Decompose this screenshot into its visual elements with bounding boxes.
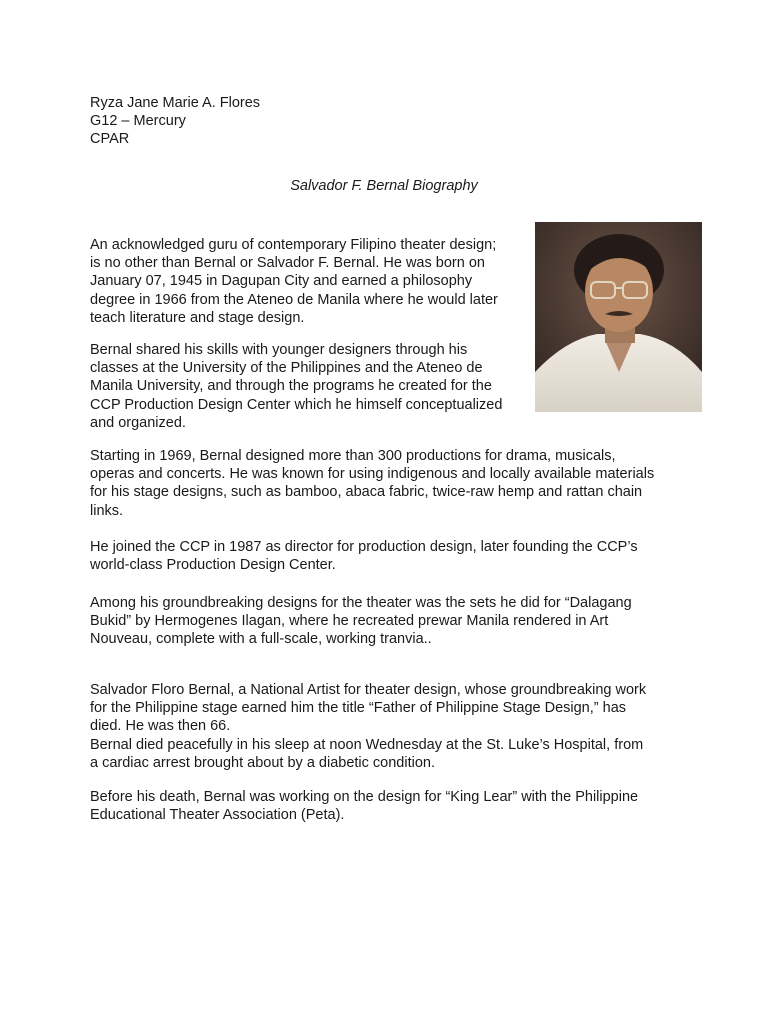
text-line: links. — [90, 502, 124, 519]
text-line: for the Philippine stage earned him the title “Father of Philippine Stage Design,” has — [90, 700, 627, 717]
text-line: Among his groundbreaking designs for the theater was the sets he did for “Dalagang — [90, 595, 632, 611]
portrait-photo — [535, 222, 702, 412]
text-line: Starting in 1969, Bernal designed more than 300 productions for drama, musicals, — [90, 448, 616, 464]
text-line: and organized. — [90, 414, 186, 431]
text-line: operas and concerts. He was known for using indigenous and locally available materials — [90, 466, 655, 483]
portrait-image — [535, 222, 702, 412]
text-line: degree in 1966 from the Ateneo de Manila where he would later — [90, 291, 498, 308]
paragraph-3 — [90, 447, 654, 520]
text-line: world-class Production Design Center. — [90, 557, 336, 574]
text-line: classes at the University of the Philippines and the Ateneo de — [90, 360, 483, 377]
student-name: Ryza Jane Marie A. Flores — [90, 95, 261, 111]
text-line: January 07, 1945 in Dagupan City and earned a philosophy — [90, 273, 473, 290]
subject: CPAR — [90, 131, 130, 147]
paragraph-5 — [90, 594, 632, 649]
text-line: teach literature and stage design. — [90, 309, 305, 326]
text-line: for his stage designs, such as bamboo, abaca fabric, twice-raw hemp and rattan chain — [90, 484, 643, 501]
document-title: Salvador F. Bernal Biography — [290, 178, 478, 194]
student-header — [90, 94, 260, 148]
paragraph-6 — [90, 681, 646, 772]
text-line: Educational Theater Association (Peta). — [90, 807, 345, 824]
paragraph-1 — [90, 236, 498, 327]
text-line: is no other than Bernal or Salvador F. Bernal. He was born on — [90, 255, 485, 272]
paragraph-4 — [90, 538, 638, 574]
text-line: died. He was then 66. — [90, 718, 231, 735]
text-line: a cardiac arrest brought about by a diabetic condition. — [90, 754, 435, 771]
text-line: Bukid” by Hermogenes Ilagan, where he recreated prewar Manila rendered in Art — [90, 613, 609, 630]
paragraph-2 — [90, 341, 502, 432]
text-line: Salvador Floro Bernal, a National Artist for theater design, whose groundbreaking work — [90, 682, 647, 698]
student-section: G12 – Mercury — [90, 113, 186, 129]
text-line: An acknowledged guru of contemporary Filipino theater design; — [90, 237, 497, 253]
text-line: He joined the CCP in 1987 as director for production design, later founding the CCP’s — [90, 539, 638, 555]
text-line: Nouveau, complete with a full-scale, working tranvia.. — [90, 631, 432, 648]
text-line: Bernal died peacefully in his sleep at noon Wednesday at the St. Luke’s Hospital, from — [90, 736, 644, 753]
text-line: Before his death, Bernal was working on the design for “King Lear” with the Philippine — [90, 789, 639, 805]
text-line: Manila University, and through the programs he created for the — [90, 378, 492, 395]
paragraph-7 — [90, 788, 638, 824]
text-line: Bernal shared his skills with younger designers through his — [90, 342, 468, 358]
text-line: CCP Production Design Center which he himself conceptualized — [90, 396, 503, 413]
